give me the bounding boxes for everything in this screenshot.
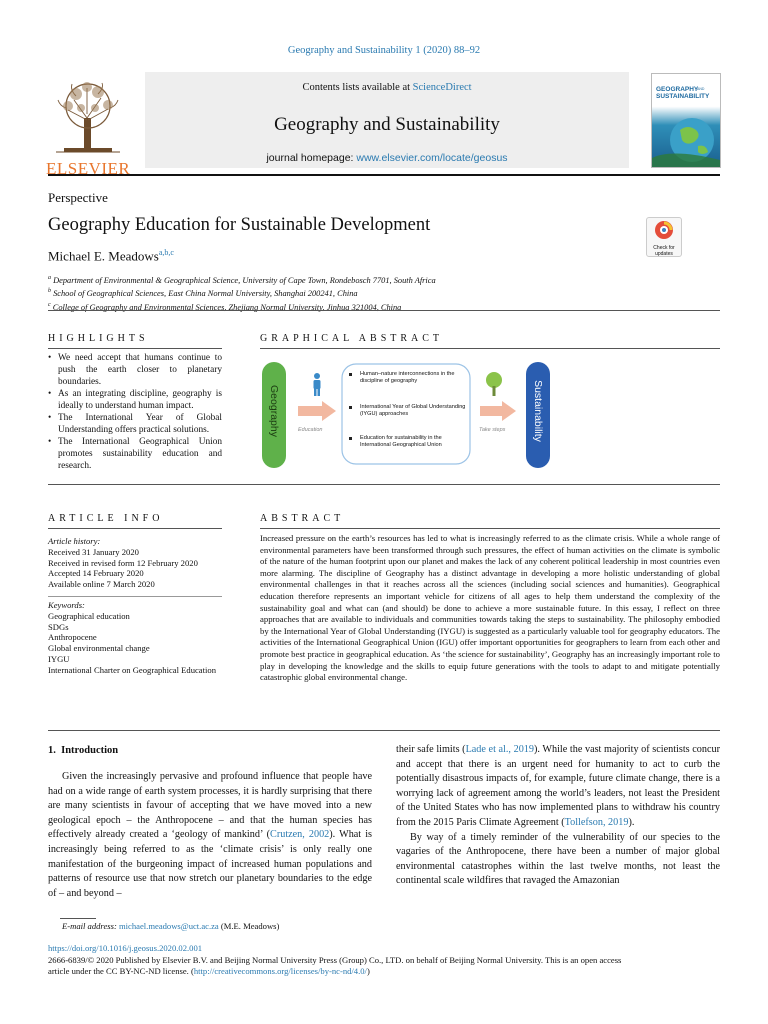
abstract-bottom-rule — [48, 730, 720, 731]
highlights-bottom-rule — [48, 484, 720, 485]
email-link[interactable]: michael.meadows@uct.ac.za — [118, 921, 219, 931]
take-steps-arrow — [480, 401, 516, 421]
license-link[interactable]: http://creativecommons.org/licenses/by-nc-nd/4.0/ — [193, 966, 367, 976]
intro-left-column: Given the increasingly pervasive and profound influence that people have had on a wide range of earth system processes, it is hardly surprising that there are many scientists in favour of accepting that we have moved into a new geological epoch – the Anthropocene – and that the human species has effectively already created a ‘geology of mankind’ (Crutzen, 2002). What is increasingly being referred to as the ‘climate crisis’ is only really one manifestation of the burgeoning impact of increased human populations and patterns of resource use that now stretch our planetary boundaries to the edge of – and beyond – — [48, 771, 372, 899]
keyword-item: Global environmental change — [48, 643, 150, 654]
citation-link[interactable]: Tollefson, 2019 — [564, 816, 629, 828]
history-online: Available online 7 March 2020 — [48, 579, 155, 590]
footnote-rule — [60, 918, 96, 919]
license-line: article under the CC BY-NC-ND license. (http://creativecommons.org/licenses/by-nc-nd/4.0/) — [48, 966, 370, 976]
abstract-heading: ABSTRACT — [260, 513, 345, 524]
journal-title: Geography and Sustainability — [274, 114, 500, 135]
affiliations-rule — [48, 310, 720, 311]
page-footer — [48, 943, 728, 978]
cover-title-line1: GEOGRAPHY — [656, 86, 699, 93]
article-history — [48, 536, 222, 590]
keyword-item: Anthropocene — [48, 632, 97, 643]
affiliation-c: $^c$ College of Geography and Environmental Sciences, Zhejiang Normal University, Jinhua 321004, China — [48, 301, 402, 312]
affiliation-b: $^b$ School of Geographical Sciences, East China Normal University, Shanghai 200241, China — [48, 288, 358, 299]
journal-cover[interactable] — [651, 73, 721, 168]
keywords-rule — [48, 596, 222, 597]
abstract-rule — [260, 528, 720, 529]
author-affil-sup[interactable]: a,b,c — [158, 248, 174, 257]
keywords-label: Keywords: — [48, 600, 85, 610]
box-item-2: International Year of Global Understanding (IYGU) approaches — [360, 404, 466, 417]
cover-title-line2: SUSTAINABILITY — [656, 93, 710, 100]
journal-citation[interactable]: Geography and Sustainability 1 (2020) 88–92 — [287, 45, 481, 56]
copyright-line: 2666-6839/© 2020 Published by Elsevier B.V. and Beijing Normal University Press (Group) Co., LTD. on behalf of Beijing Normal University. This is an open access — [48, 954, 622, 965]
take-steps-arrow-label: Take steps — [479, 427, 506, 433]
cover-globe-icon — [652, 108, 720, 168]
education-arrow — [298, 401, 336, 421]
highlight-item: • We need accept that humans continue to push the earth closer to planetary boundaries. — [48, 352, 222, 388]
history-label: Article history: — [48, 536, 101, 546]
box-item-1: Human–nature interconnections in the discipline of geography — [360, 371, 455, 384]
citation-link[interactable]: Crutzen, 2002 — [270, 829, 330, 841]
graphical-abstract-heading: GRAPHICAL ABSTRACT — [260, 333, 444, 344]
check-for-updates-badge[interactable] — [646, 217, 682, 257]
highlights-list — [48, 352, 222, 472]
abstract-text: Increased pressure on the earth’s resources has led to what is increasingly referred to as the climate crisis. While a whole range of environmental parameters have been transformed through such pressures, the effect of human activities on the climate is symbolic of the nature of the human footprint upon our planet and makes the lack of any coherent political leadership in most countries even more alarming. The discipline of Geography has a distinct advantage in developing a more holistic understanding of global environmental challenges in that it reaches across all the sciences (including social sciences and humanities). Geographical education therefore represents an important vehicle for citizens of all ages to help them understand the complexity of the sustainability goal and what can (and should) be done to achieve a more sustainable future. In this essay, I reflect on three approaches that are available to individuals and communities towards taking the steps to sustainability. The philosophy embodied by the International Year of Global Understanding (IYGU) is suggested as a particularly valuable tool for geography educators. The activities of the International Geographical Union (IGU) offer important opportunities for geographers to learn from each other and promote best practice in geographical education. As ‘the science for sustainability’, Geography has an increasingly important role to play in developing the knowledge and the skills to equip future generations with the tools to adapt to and mitigate potentially catastrophic global environmental change. — [260, 533, 720, 683]
geography-label: Geography — [268, 385, 280, 437]
graphical-abstract-figure — [262, 356, 554, 474]
check-updates-icon — [654, 220, 674, 240]
header-rule — [48, 174, 720, 176]
cover-title-and: AND — [697, 87, 705, 91]
journal-masthead — [145, 72, 629, 168]
elsevier-tree-icon — [46, 78, 130, 156]
history-received: Received 31 January 2020 — [48, 546, 139, 557]
citation-link[interactable]: Lade et al., 2019 — [465, 744, 534, 755]
publisher-name: ELSEVIER — [46, 159, 131, 178]
history-revised: Received in revised form 12 February 2020 — [48, 557, 198, 568]
intro-paragraph: By way of a timely reminder of the vulnerability of our species to the vagaries of the Anthropocene, there have been a number of major global environmental catastrophes within the last twelve months, not least the continental scale wildfires that ravaged the Amazonian — [396, 831, 720, 887]
highlight-item: • As an integrating discipline, geography is ideally to understand human impact. — [48, 388, 222, 412]
person-icon — [314, 373, 321, 396]
footnote-email: E-mail address: michael.meadows@uct.ac.za (M.E. Meadows) — [62, 921, 280, 931]
article-info-heading: ARTICLE INFO — [48, 513, 164, 524]
contents-available: Contents lists available at ScienceDirect — [302, 82, 472, 93]
keyword-item: SDGs — [48, 621, 69, 632]
check-updates-label: Check for updates — [653, 245, 675, 257]
intro-paragraph: their safe limits (Lade et al., 2019). While the vast majority of scientists concur and accept that there is an urgent need for humanity to act to curb the potentially disastrous impacts of, for example, future climate change, there is a worrying lack of agreement among the world’s leaders, not least the President of the United States who has now implemented plans to withdraw his country from the 2015 Paris Climate Agreement (Tollefson, 2019). — [396, 744, 720, 828]
tree-icon — [486, 372, 502, 396]
highlight-item: • The International Year of Global Understanding offers practical solutions. — [48, 412, 222, 436]
keyword-item: Geographical education — [48, 610, 130, 621]
sustainability-label: Sustainability — [532, 380, 544, 442]
journal-homepage: journal homepage: www.elsevier.com/locate/geosus — [266, 152, 508, 164]
homepage-link[interactable]: www.elsevier.com/locate/geosus — [356, 152, 508, 164]
doi-link[interactable]: https://doi.org/10.1016/j.geosus.2020.02.001 — [48, 943, 203, 953]
elsevier-logo — [46, 78, 131, 178]
affiliation-a: $^a$ Department of Environmental & Geographical Science, University of Cape Town, Rondebosch 7701, South Africa — [48, 275, 436, 285]
article-title: Geography Education for Sustainable Development — [48, 215, 431, 235]
keyword-item: IYGU — [48, 653, 70, 664]
affiliations — [48, 273, 728, 313]
introduction-heading: 1. Introduction — [48, 745, 119, 756]
author-line — [48, 248, 174, 264]
keywords — [48, 600, 222, 676]
education-arrow-label: Education — [298, 427, 323, 433]
article-info-rule — [48, 528, 222, 529]
keyword-item: International Charter on Geographical Education — [48, 664, 216, 675]
highlight-item: • The International Geographical Union promotes sustainability education and research. — [48, 436, 222, 472]
author-name: Michael E. Meadows — [48, 248, 159, 264]
box-item-3: Education for sustainability in the International Geographical Union — [360, 435, 442, 448]
graphical-abstract-rule — [260, 348, 720, 349]
highlights-rule — [48, 348, 222, 349]
sciencedirect-link[interactable]: ScienceDirect — [412, 82, 472, 93]
highlights-heading: HIGHLIGHTS — [48, 333, 149, 344]
history-accepted: Accepted 14 February 2020 — [48, 568, 144, 579]
intro-right-column — [396, 743, 720, 889]
article-type: Perspective — [48, 190, 108, 205]
